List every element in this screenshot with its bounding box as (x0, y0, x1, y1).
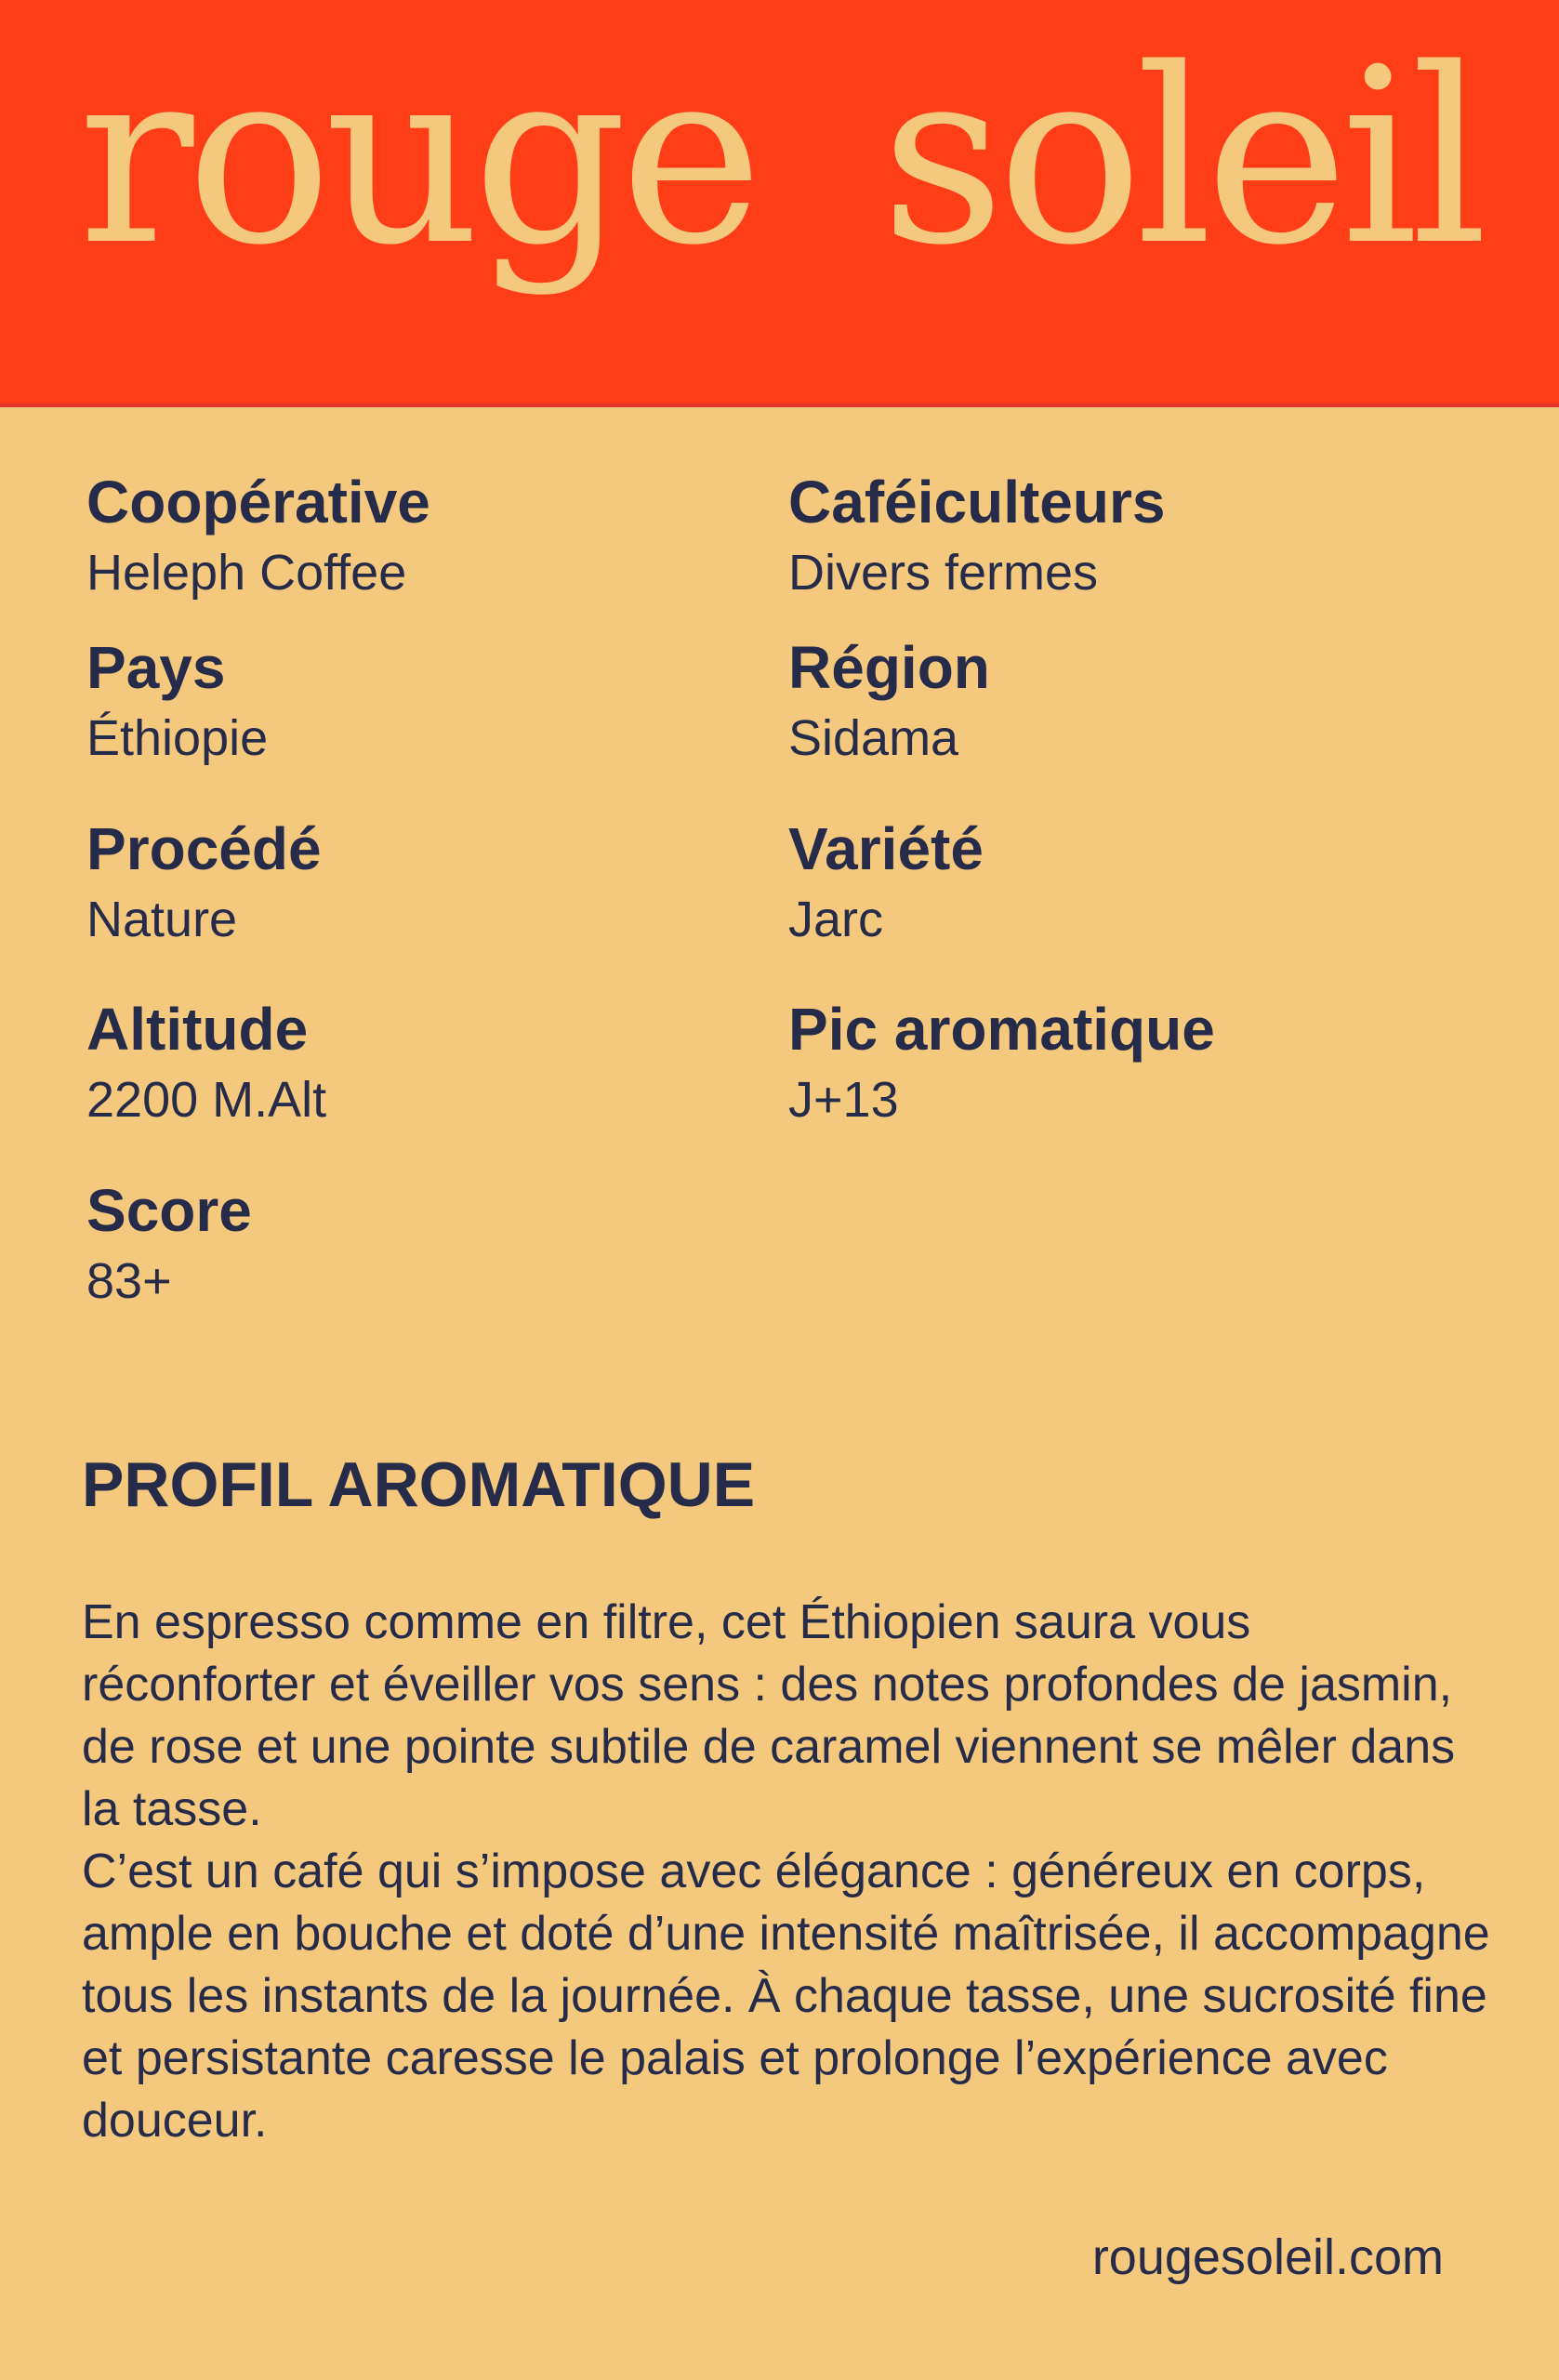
field-label: Procédé (86, 815, 322, 882)
field-growers (788, 465, 1439, 606)
field-label: Score (86, 1177, 252, 1244)
field-label: Coopérative (86, 469, 430, 536)
field-process (86, 812, 737, 953)
field-altitude (86, 992, 737, 1133)
field-label: Caféiculteurs (788, 469, 1166, 536)
field-cooperative (86, 465, 737, 606)
field-variety (788, 812, 1439, 953)
field-value: J+13 (788, 1072, 899, 1128)
field-label: Variété (788, 815, 984, 882)
field-aroma-peak (788, 992, 1439, 1133)
profile-title: PROFIL AROMATIQUE (82, 1449, 756, 1520)
field-value: Sidama (788, 710, 959, 766)
field-value: Éthiopie (86, 710, 269, 766)
field-value: 83+ (86, 1253, 172, 1309)
profile-description (82, 1592, 1495, 2152)
brand-logo: rouge soleil (78, 18, 1481, 298)
field-label: Région (788, 634, 990, 701)
header-banner (0, 0, 1559, 407)
field-value: Jarc (788, 892, 884, 947)
field-label: Altitude (86, 996, 309, 1063)
field-region (788, 630, 1439, 772)
field-value: Divers fermes (788, 545, 1099, 601)
field-score (86, 1173, 737, 1315)
field-label: Pic aromatique (788, 996, 1215, 1063)
field-country (86, 630, 737, 772)
field-label: Pays (86, 634, 226, 701)
field-value: Nature (86, 892, 238, 947)
field-value: Heleph Coffee (86, 545, 407, 601)
website-link[interactable]: rougesoleil.com (1091, 2229, 1444, 2285)
field-value: 2200 M.Alt (86, 1072, 327, 1128)
profile-paragraph: En espresso comme en filtre, cet Éthiopien saura vous réconforter et éveiller vos sens : des notes profondes de jasmin, de rose et une pointe subtile de caramel viennent se mêler dans la tasse. (82, 1595, 1456, 1836)
profile-paragraph: C’est un café qui s’impose avec élégance : généreux en corps, ample en bouche et doté d’une intensité maîtrisée, il accompagne tous les instants de la journée. À chaque tasse, une sucrosité fine et persistante caresse le palais et prolonge l’expérience avec douceur. (82, 1844, 1490, 2148)
